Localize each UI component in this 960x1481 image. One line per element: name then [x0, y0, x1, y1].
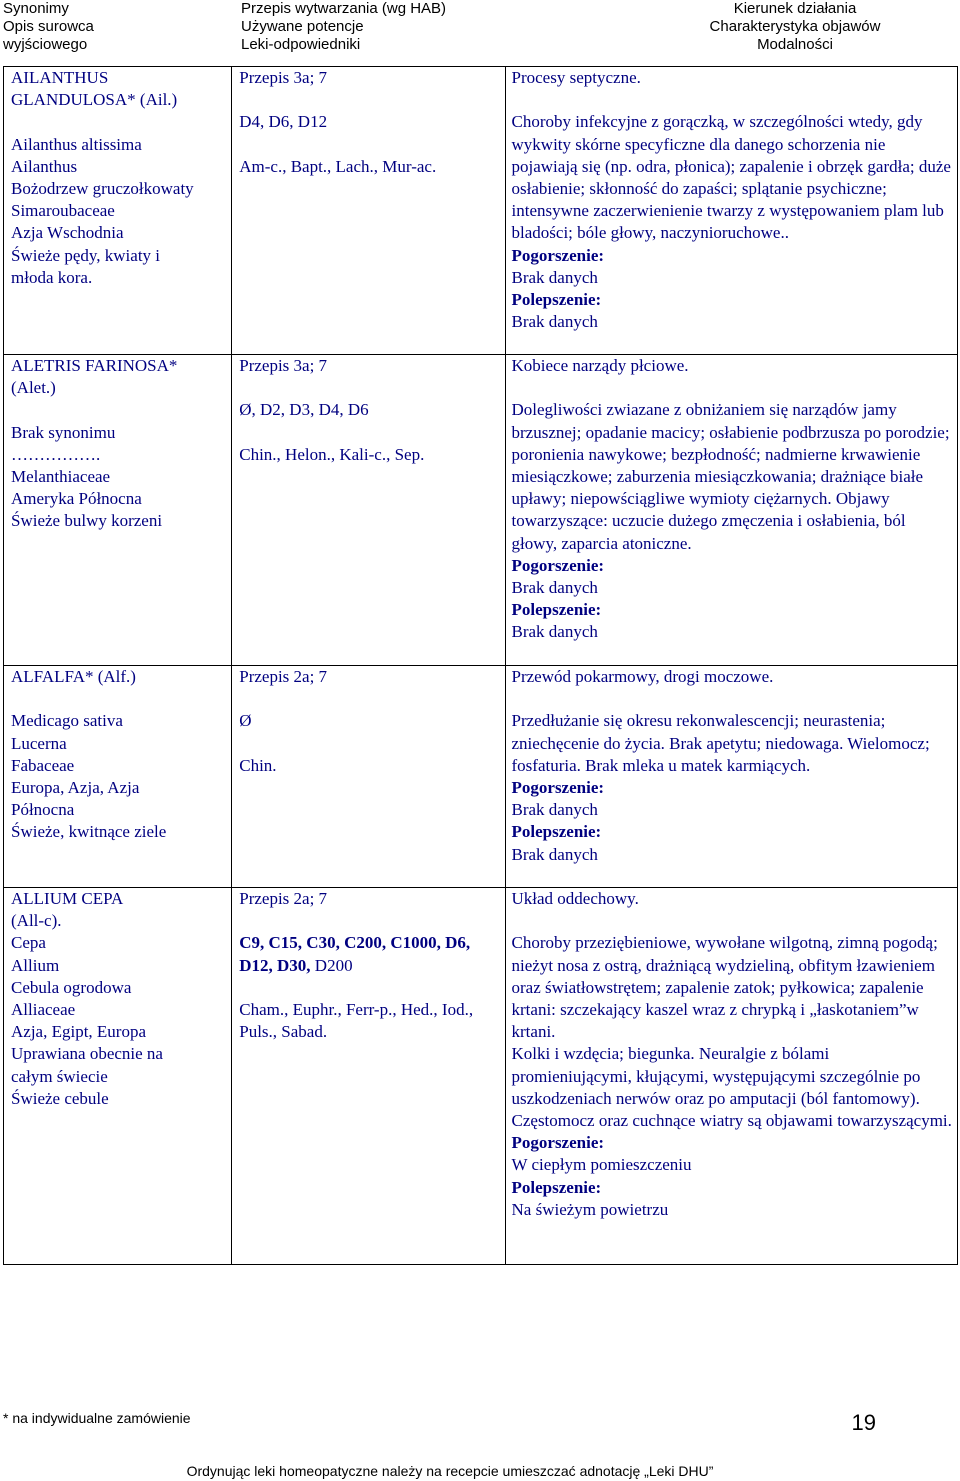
better-value: Brak danych: [511, 844, 598, 864]
symptoms-text: Choroby przeziębieniowe, wywołane wilgotną, zimną pogodą; nieżyt nosa z ostrą, drażniącą wydzieliną, obfitym łzawieniem oraz światłowstrętem; zapalenie zatok; pyłkowica; zapalenie krtani: szczekający kaszel wraz z chrypką i „łaskotaniem”w krtani.: [511, 933, 938, 1042]
desc-line: Ailanthus: [11, 156, 78, 176]
desc-line: całym świecie: [11, 1066, 108, 1086]
desc-line: Ameryka Północna: [11, 489, 142, 509]
synonyms-cell: [4, 888, 232, 1265]
desc-line: Allium: [11, 955, 60, 975]
page-header: [0, 0, 960, 60]
synonyms-cell: [4, 67, 232, 355]
desc-line: Europa, Azja, Azja: [11, 778, 140, 797]
desc-line: …………….: [11, 444, 101, 464]
direction-cell: [505, 888, 957, 1265]
related-remedies: Am-c., Bapt., Lach., Mur-ac.: [239, 156, 437, 176]
recipe-cell: [232, 355, 505, 666]
direction-text: Układ oddechowy.: [511, 889, 639, 908]
direction-text: Procesy septyczne.: [511, 68, 641, 87]
worse-value: W ciepłym pomieszczeniu: [511, 1155, 692, 1175]
remedy-name: ALLIUM CEPA: [11, 889, 124, 908]
better-value: Brak danych: [511, 312, 598, 332]
potencies-text: Ø, D2, D3, D4, D6: [239, 400, 369, 420]
header-col-synonyms: [3, 0, 94, 54]
synonyms-cell: [4, 666, 232, 888]
header-line: Synonimy: [3, 0, 69, 17]
header-line: Przepis wytwarzania (wg HAB): [241, 0, 447, 17]
potencies-tail: D200: [310, 955, 353, 975]
symptoms-text: Choroby infekcyjne z gorączką, w szczególności wtedy, gdy wykwity skórne specyficzne dla danego schorzenia nie pojawiają się (np. odra, płonica); zapalenie i obrzęk gardła; duże osłabienie; skłonność do zapaści; splątanie psychiczne; intensywne zaczerwienienie twarzy z występowaniem plam lub bladości; bóle głowy, naczynioruchowe..: [511, 112, 951, 243]
table-row: [4, 67, 958, 355]
better-label: Polepszenie:: [511, 822, 602, 842]
table-row: [4, 666, 958, 888]
direction-cell: [505, 67, 957, 355]
remedy-name: ALFALFA* (Alf.): [11, 667, 136, 686]
desc-line: Świeże bulwy korzeni: [11, 511, 163, 531]
worse-value: Brak danych: [511, 267, 598, 287]
direction-cell: [505, 666, 957, 888]
symptoms-text: Kolki i wzdęcia; biegunka. Neuralgie z bólami promieniującymi, kłującymi, występującymi szczególnie po uszkodzeniach nerwów oraz po amputacji (ból fantomowy).: [511, 1044, 921, 1108]
desc-line: Świeże pędy, kwiaty i: [11, 245, 161, 265]
recipe-text: Przepis 3a; 7: [239, 356, 328, 375]
symptoms-text: Dolegliwości zwiazane z obniżaniem się narządów jamy brzusznej; opadanie macicy; osłabienie podbrzusza po porodzie; poronienia nawykowe; bezpłodność; nadmierne krwawienie miesiączkowe; zaburzenia miesiączkowania; drażniące białe upławy; niepowściągliwe wymioty ciężarnych. Objawy towarzyszące: uczucie dużego zmęczenia i osłabienia, ból głowy, zaparcia atoniczne.: [511, 400, 950, 553]
remedy-table: [3, 66, 958, 1265]
footnote: * na indywidualne zamówienie: [3, 1410, 191, 1426]
recipe-cell: [232, 888, 505, 1265]
remedy-name: (All-c).: [11, 911, 62, 931]
desc-line: Simaroubaceae: [11, 201, 115, 221]
worse-label: Pogorszenie:: [511, 555, 605, 575]
header-line: Opis surowca: [3, 18, 94, 35]
header-line: Charakterystyka objawów: [709, 18, 881, 35]
desc-line: Cebula ogrodowa: [11, 977, 132, 997]
better-label: Polepszenie:: [511, 1177, 602, 1197]
recipe-cell: [232, 666, 505, 888]
page-number: 19: [851, 1410, 876, 1435]
worse-value: Brak danych: [511, 800, 598, 820]
potencies-text: Ø: [239, 711, 252, 731]
desc-line: Lucerna: [11, 733, 67, 753]
header-line: Używane potencje: [241, 18, 364, 35]
desc-line: Północna: [11, 800, 75, 820]
desc-line: Świeże cebule: [11, 1088, 109, 1108]
direction-text: Przewód pokarmowy, drogi moczowe.: [511, 667, 774, 686]
better-value: Brak danych: [511, 622, 598, 642]
recipe-text: Przepis 2a; 7: [239, 667, 328, 686]
desc-line: Bożodrzew gruczołkowaty: [11, 179, 194, 198]
worse-label: Pogorszenie:: [511, 1133, 605, 1153]
desc-line: Uprawiana obecnie na: [11, 1044, 163, 1064]
worse-label: Pogorszenie:: [511, 245, 605, 265]
remedy-name: (Alet.): [11, 378, 56, 398]
recipe-cell: [232, 67, 505, 355]
header-line: wyjściowego: [3, 36, 88, 53]
header-line: Kierunek działania: [733, 0, 857, 17]
remedy-name: ALETRIS FARINOSA*: [11, 356, 178, 375]
related-remedies: Chin.: [239, 755, 277, 775]
header-line: Modalności: [757, 36, 833, 53]
potencies-text: D4, D6, D12: [239, 112, 328, 132]
header-line: Leki-odpowiedniki: [241, 36, 361, 53]
direction-cell: [505, 355, 957, 666]
better-label: Polepszenie:: [511, 290, 602, 310]
symptoms-text: Przedłużanie się okresu rekonwalescencji; neurastenia; zniechęcenie do życia. Brak apetytu; niedowaga. Wielomocz; fosfaturia. Brak mleka u matek karmiących.: [511, 711, 930, 775]
worse-label: Pogorszenie:: [511, 778, 605, 797]
header-col-direction: [640, 0, 950, 54]
desc-line: Cepa: [11, 933, 46, 953]
better-value: Na świeżym powietrzu: [511, 1199, 669, 1219]
worse-value: Brak danych: [511, 578, 598, 598]
table-row: [4, 888, 958, 1265]
header-col-recipe: [241, 0, 446, 54]
desc-line: Ailanthus altissima: [11, 134, 142, 154]
remedy-name: AILANTHUS: [11, 68, 109, 87]
synonyms-cell: [4, 355, 232, 666]
direction-text: Kobiece narządy płciowe.: [511, 356, 689, 375]
symptoms-text: Częstomocz oraz cuchnące wiatry są objawami towarzyszącymi.: [511, 1111, 952, 1131]
desc-line: młoda kora.: [11, 267, 93, 287]
potencies-bold: C9, C15, C30, C200, C1000, D6, D12, D30,: [239, 933, 471, 975]
footer-text: Ordynując leki homeopatyczne należy na recepcie umieszczać adnotację „Leki DHU”: [186, 1463, 714, 1479]
desc-line: Alliaceae: [11, 1000, 76, 1020]
desc-line: Fabaceae: [11, 755, 75, 775]
desc-line: Azja Wschodnia: [11, 223, 124, 243]
recipe-text: Przepis 2a; 7: [239, 889, 328, 908]
recipe-text: Przepis 3a; 7: [239, 68, 328, 87]
remedy-name: GLANDULOSA* (Ail.): [11, 90, 178, 110]
desc-line: Azja, Egipt, Europa: [11, 1022, 147, 1042]
related-remedies: Chin., Helon., Kali-c., Sep.: [239, 444, 425, 464]
better-label: Polepszenie:: [511, 600, 602, 620]
table-row: [4, 355, 958, 666]
related-remedies: Cham., Euphr., Ferr-p., Hed., Iod., Puls., Sabad.: [239, 999, 474, 1042]
desc-line: Medicago sativa: [11, 711, 123, 731]
desc-line: Świeże, kwitnące ziele: [11, 822, 167, 842]
potencies-text: [239, 932, 498, 976]
desc-line: Melanthiaceae: [11, 467, 111, 486]
desc-line: Brak synonimu: [11, 422, 116, 442]
